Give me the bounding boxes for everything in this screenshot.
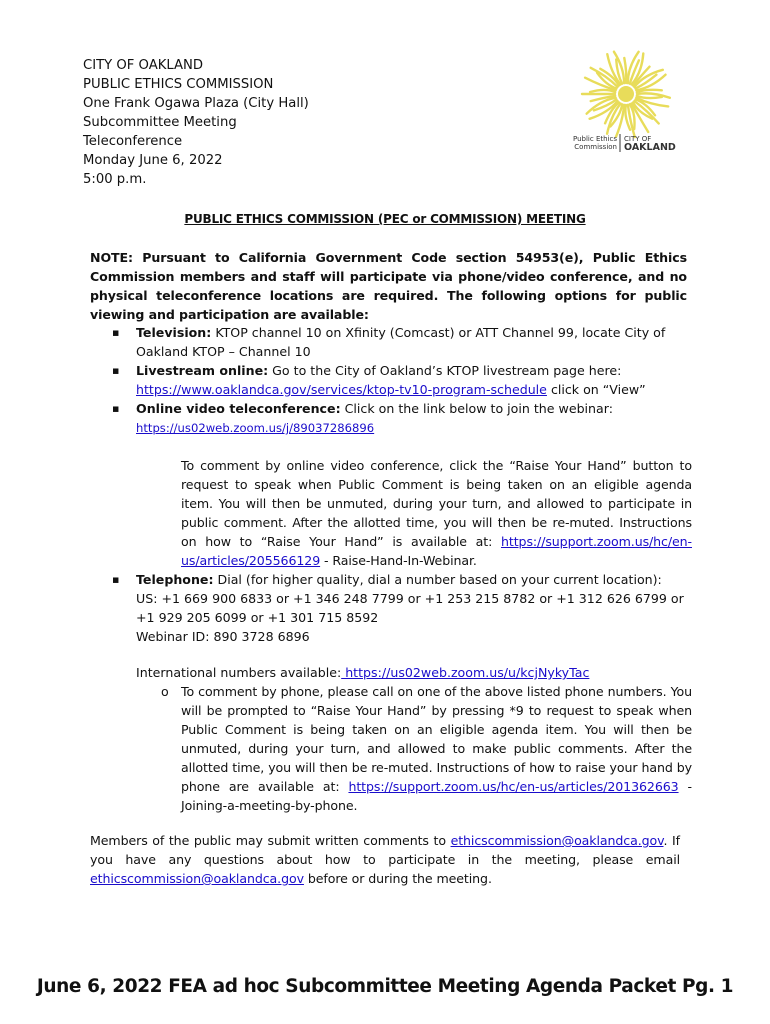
international-numbers-link[interactable]: https://us02web.zoom.us/u/kcjNykyTac <box>341 665 590 680</box>
meeting-header <box>83 56 309 189</box>
header-line-meeting-type: Subcommittee Meeting <box>83 115 237 130</box>
list-item-television <box>112 323 692 361</box>
video-instructions-text: To comment by online video conference, click the “Raise Your Hand” button to request to speak when Public Comment is being taken on an eligible agenda item. You will then be unmuted, during your turn, and allowed to participate in public comment. After the allotted time, you will then be re-muted. Instructions on how to “Raise Your Hand” is available at: <box>181 458 692 549</box>
phone-numbers: US: +1 669 900 6833 or +1 346 248 7799 or +1 253 215 8782 or +1 312 626 6799 or +1 929 205 6099 or +1 301 715 8592 <box>136 591 684 625</box>
logo-text-public-ethics: Public Ethics <box>573 135 617 143</box>
webinar-id: Webinar ID: 890 3728 6896 <box>136 629 310 644</box>
telephone-text: Dial (for higher quality, dial a number based on your current location): <box>213 572 662 587</box>
note-paragraph: NOTE: Pursuant to California Government Code section 54953(e), Public Ethics Commission members and staff will participate via phone/video conference, and no physical teleconference locations are required. The following options for public viewing and participation are available: <box>90 250 687 322</box>
video-text: Click on the link below to join the webinar: <box>340 401 613 416</box>
commission-email-link-2[interactable]: ethicscommission@oaklandca.gov <box>90 871 304 886</box>
phone-instructions-text: To comment by phone, please call on one of the above listed phone numbers. You will be prompted to “Raise Your Hand” by pressing *9 to request to speak when Public Comment is being taken on an eligible agenda item. You will then be unmuted, during your turn, and allowed to make public comments. After the allotted time, you will then be re-muted. Instructions of how to raise your hand by phone are available at: <box>181 684 692 794</box>
video-label: Online video teleconference: <box>136 401 341 416</box>
members-text-3: before or during the meeting. <box>303 871 492 886</box>
sun-ray <box>637 90 662 92</box>
participation-options-list <box>112 323 692 815</box>
logo-text-city-of: CITY OF <box>624 135 652 143</box>
international-numbers <box>136 663 692 682</box>
header-line-address: One Frank Ogawa Plaza (City Hall) <box>83 96 309 111</box>
livestream-text: Go to the City of Oakland’s KTOP livestream page here: <box>268 363 622 378</box>
members-text-1: Members of the public may submit written comments to <box>90 833 451 848</box>
raise-hand-help-link[interactable]: https://support.zoom.us/hc/en-us/articles/205566129 <box>181 534 692 568</box>
television-label: Television: <box>136 325 212 340</box>
packet-page-footer: June 6, 2022 FEA ad hoc Subcommittee Meeting Agenda Packet Pg. 1 <box>36 976 734 997</box>
meeting-title: PUBLIC ETHICS COMMISSION (PEC or COMMISSION) MEETING <box>184 212 586 226</box>
webinar-join-link[interactable]: https://us02web.zoom.us/j/89037286896 <box>136 421 375 435</box>
pec-oakland-logo <box>562 36 692 160</box>
international-label: International numbers available: <box>136 665 342 680</box>
header-line-city: CITY OF OAKLAND <box>83 58 204 73</box>
livestream-after-text: click on “View” <box>546 382 646 397</box>
written-comments-paragraph <box>90 831 680 888</box>
list-item-livestream <box>112 361 692 399</box>
logo-text-commission: Commission <box>574 143 617 151</box>
video-instructions-after: - Raise-Hand-In-Webinar. <box>320 553 477 568</box>
header-line-time: 5:00 p.m. <box>83 172 147 187</box>
logo-text-oakland: OAKLAND <box>624 142 676 153</box>
television-text: KTOP channel 10 on Xfinity (Comcast) or ATT Channel 99, locate City of Oakland KTOP – Channel 10 <box>136 325 666 359</box>
square-bullet-icon: ▪ <box>112 573 120 586</box>
join-by-phone-help-link[interactable]: https://support.zoom.us/hc/en-us/articles/201362663 <box>348 779 679 794</box>
video-comment-instructions <box>181 456 692 570</box>
oak-tree-sun-icon <box>582 52 670 137</box>
header-line-format: Teleconference <box>83 134 183 149</box>
header-line-date: Monday June 6, 2022 <box>83 153 223 168</box>
ktop-schedule-link[interactable]: https://www.oaklandca.gov/services/ktop-tv10-program-schedule <box>136 382 547 397</box>
square-bullet-icon: ▪ <box>112 402 120 415</box>
list-item-telephone <box>112 570 692 815</box>
square-bullet-icon: ▪ <box>112 326 120 339</box>
sun-ray <box>637 96 662 98</box>
commission-email-link-1[interactable]: ethicscommission@oaklandca.gov <box>450 833 664 848</box>
header-line-commission: PUBLIC ETHICS COMMISSION <box>83 77 274 92</box>
circle-bullet-icon: o <box>161 684 169 699</box>
phone-instructions-after: - Joining-a-meeting-by-phone. <box>181 779 692 813</box>
square-bullet-icon: ▪ <box>112 364 120 377</box>
livestream-label: Livestream online: <box>136 363 269 378</box>
members-text-2: . If you have any questions about how to participate in the meeting, please email <box>90 833 680 867</box>
phone-comment-instructions <box>161 682 692 815</box>
list-item-video-teleconference <box>112 399 692 570</box>
telephone-label: Telephone: <box>136 572 214 587</box>
sun-ray <box>590 90 615 92</box>
